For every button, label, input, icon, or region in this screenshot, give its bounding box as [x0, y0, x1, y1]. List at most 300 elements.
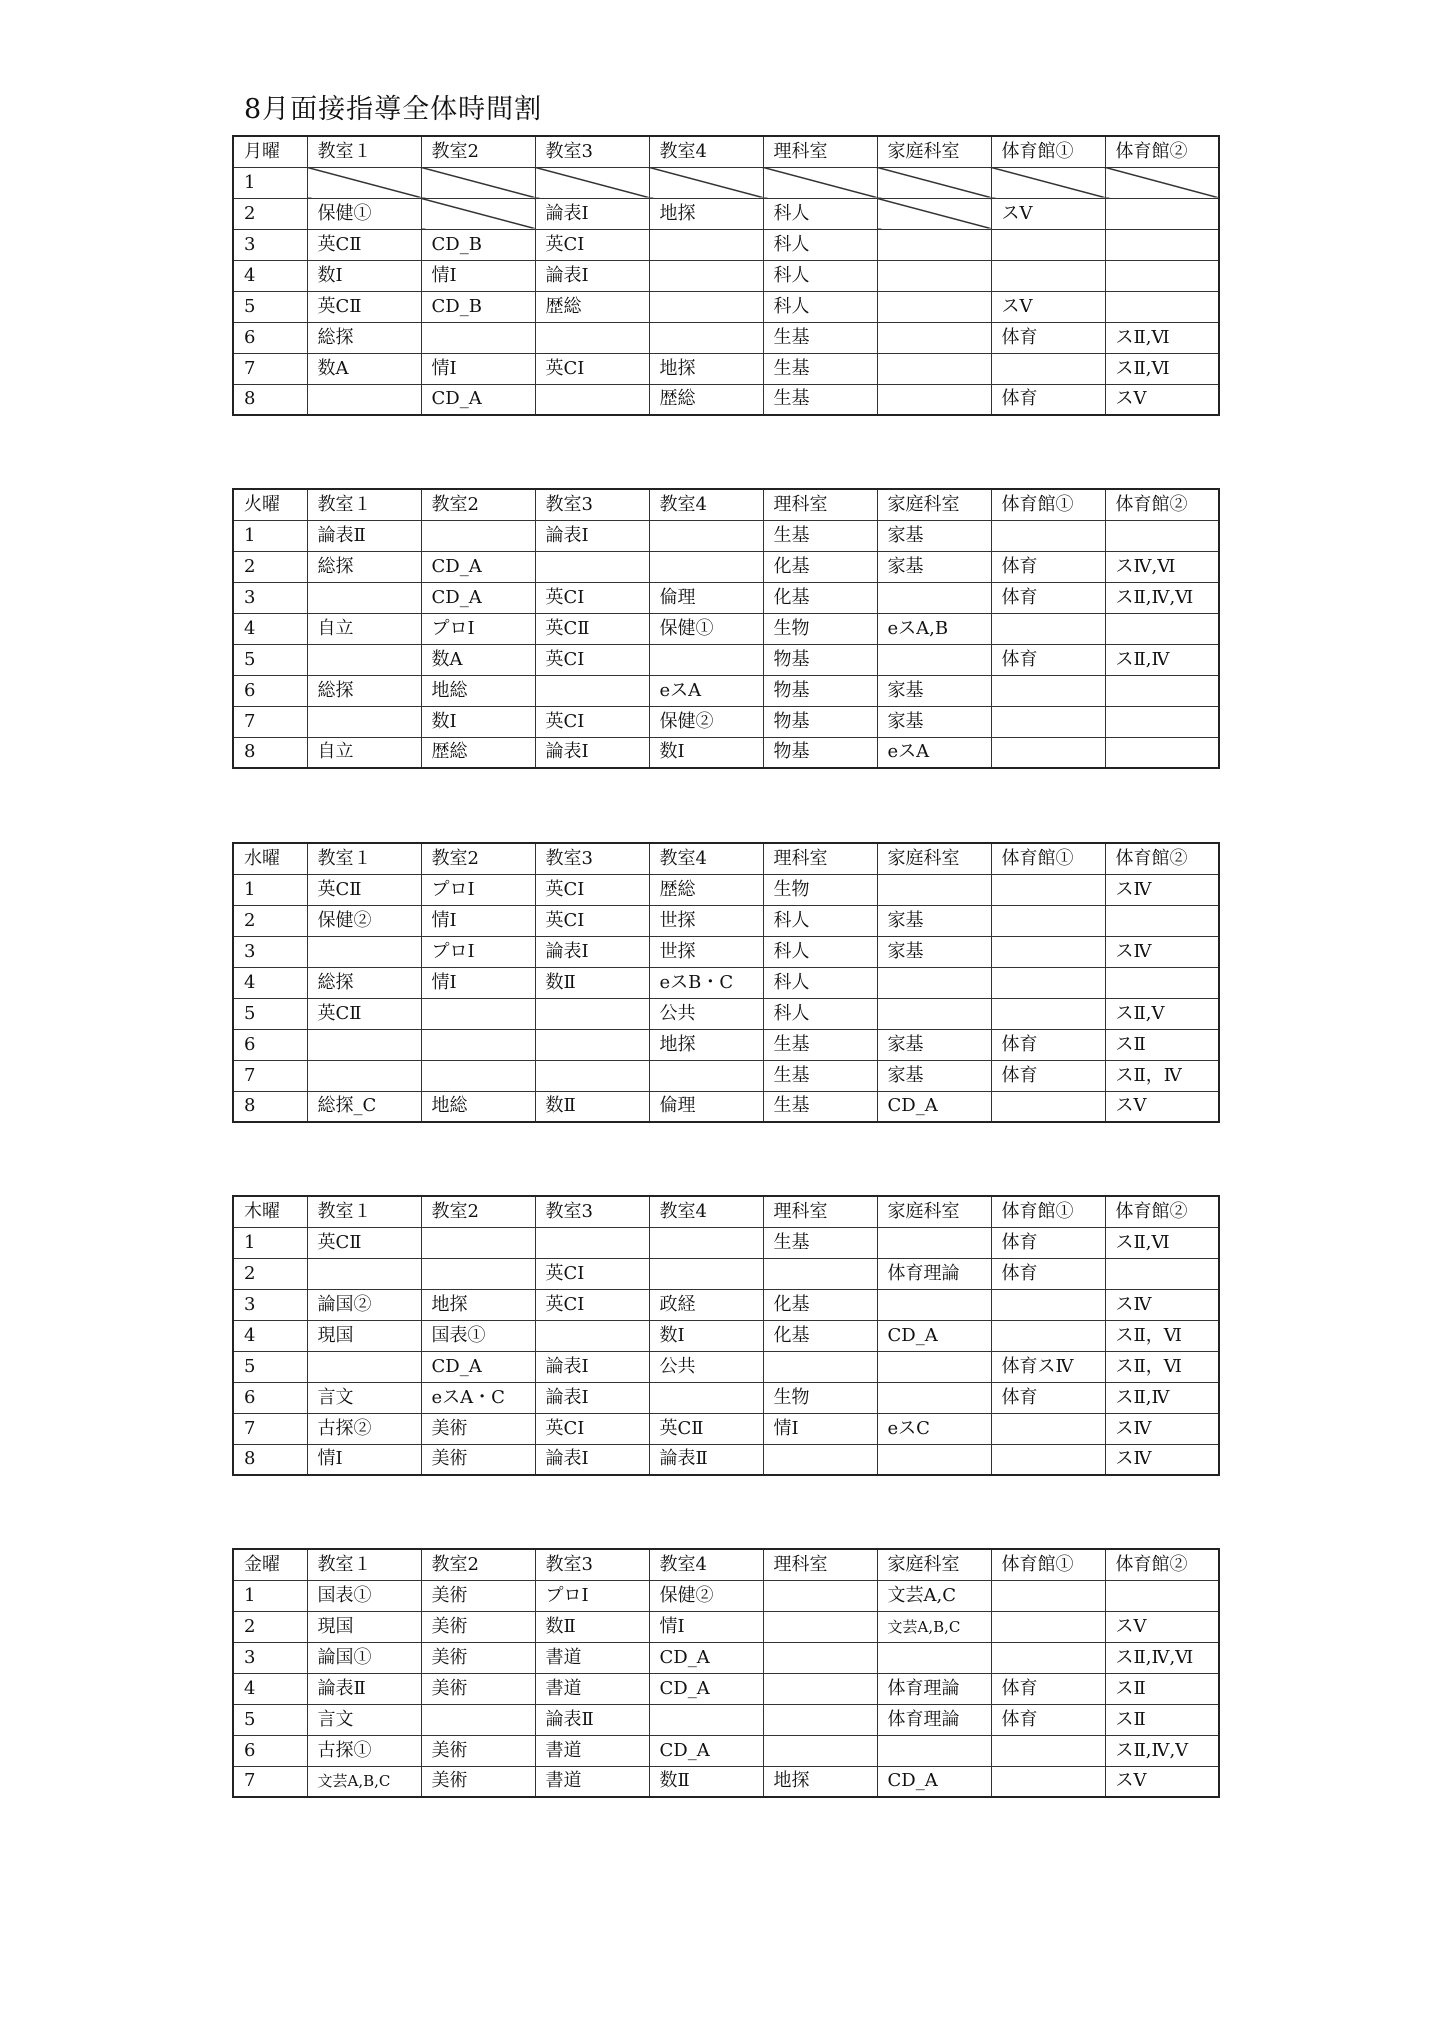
table-cell: 情Ⅰ — [421, 260, 535, 291]
table-row — [233, 874, 1219, 905]
table-cell: 美術 — [421, 1642, 535, 1673]
table-cell: 英CⅠ — [535, 1413, 649, 1444]
table-cell: 書道 — [535, 1766, 649, 1797]
table-cell — [991, 675, 1105, 706]
table-cell: 生基 — [763, 520, 877, 551]
table-cell — [649, 291, 763, 322]
table-cell: 数Ⅱ — [535, 967, 649, 998]
period-number: 1 — [233, 167, 307, 198]
table-cell: 数Ⅱ — [649, 1766, 763, 1797]
table-row — [233, 1351, 1219, 1382]
table-cell: 論表Ⅱ — [307, 1673, 421, 1704]
table-cell: 化基 — [763, 1320, 877, 1351]
table-cell: 家基 — [877, 520, 991, 551]
room-header: 家庭科室 — [877, 1549, 991, 1580]
table-cell: 総探_C — [307, 1091, 421, 1122]
room-header: 教室１ — [307, 136, 421, 167]
table-row — [233, 1704, 1219, 1735]
table-cell: 地探 — [421, 1289, 535, 1320]
table-cell: CD_A — [649, 1673, 763, 1704]
table-cell — [421, 322, 535, 353]
table-cell: 歴総 — [421, 737, 535, 768]
table-cell: 美術 — [421, 1413, 535, 1444]
table-cell — [421, 1704, 535, 1735]
table-cell: 化基 — [763, 582, 877, 613]
table-cell: 数Ⅰ — [421, 706, 535, 737]
table-cell — [307, 1351, 421, 1382]
table-cell — [535, 998, 649, 1029]
table-cell: 歴総 — [535, 291, 649, 322]
period-number: 6 — [233, 322, 307, 353]
table-cell: 数Ⅰ — [649, 1320, 763, 1351]
table-cell: 生物 — [763, 874, 877, 905]
table-cell: 体育 — [991, 1258, 1105, 1289]
table-cell: スⅣ — [1105, 874, 1219, 905]
table-cell — [991, 613, 1105, 644]
table-cell: 論表Ⅱ — [307, 520, 421, 551]
table-cell — [1105, 260, 1219, 291]
period-number: 3 — [233, 936, 307, 967]
table-cell: 体育 — [991, 582, 1105, 613]
table-row — [233, 737, 1219, 768]
period-number: 2 — [233, 1258, 307, 1289]
table-cell: 科人 — [763, 998, 877, 1029]
table-cell: 体育 — [991, 1704, 1105, 1735]
table-cell: 体育 — [991, 551, 1105, 582]
table-cell: 地探 — [649, 353, 763, 384]
table-cell — [991, 967, 1105, 998]
table-cell — [877, 260, 991, 291]
table-row — [233, 1382, 1219, 1413]
table-cell: 体育 — [991, 1382, 1105, 1413]
table-cell: スⅣ — [1105, 1444, 1219, 1475]
table-row — [233, 675, 1219, 706]
room-header: 教室2 — [421, 489, 535, 520]
table-cell: 総探 — [307, 551, 421, 582]
table-cell: 生基 — [763, 1029, 877, 1060]
empty-slash-cell — [991, 167, 1105, 198]
table-cell: 政経 — [649, 1289, 763, 1320]
table-row — [233, 1580, 1219, 1611]
period-number: 2 — [233, 1611, 307, 1642]
table-cell: 体育 — [991, 1060, 1105, 1091]
table-cell: 生基 — [763, 322, 877, 353]
table-cell — [307, 1029, 421, 1060]
table-cell: 総探 — [307, 322, 421, 353]
table-cell: 世探 — [649, 936, 763, 967]
table-cell: 生基 — [763, 1227, 877, 1258]
table-cell — [307, 1060, 421, 1091]
table-cell: 物基 — [763, 644, 877, 675]
room-header: 家庭科室 — [877, 489, 991, 520]
table-cell: スⅡ,Ⅵ — [1105, 353, 1219, 384]
table-cell — [991, 998, 1105, 1029]
room-header: 家庭科室 — [877, 136, 991, 167]
table-cell: 生基 — [763, 1091, 877, 1122]
table-cell — [535, 322, 649, 353]
period-number: 6 — [233, 1735, 307, 1766]
table-cell: 美術 — [421, 1766, 535, 1797]
table-cell — [991, 936, 1105, 967]
table-cell — [1105, 905, 1219, 936]
period-number: 8 — [233, 1091, 307, 1122]
table-cell: スⅡ,Ⅳ,Ⅵ — [1105, 582, 1219, 613]
table-cell: 科人 — [763, 936, 877, 967]
table-cell: 英CⅠ — [535, 229, 649, 260]
table-cell: 科人 — [763, 229, 877, 260]
table-cell: 論表Ⅰ — [535, 520, 649, 551]
table-cell: eスA — [877, 737, 991, 768]
table-cell: スⅡ，Ⅵ — [1105, 1351, 1219, 1382]
table-cell: 古探② — [307, 1413, 421, 1444]
period-number: 3 — [233, 1289, 307, 1320]
table-cell — [649, 322, 763, 353]
table-cell — [991, 1766, 1105, 1797]
table-cell — [991, 1413, 1105, 1444]
table-cell: eスA・C — [421, 1382, 535, 1413]
table-cell — [877, 1289, 991, 1320]
table-row — [233, 1258, 1219, 1289]
table-row — [233, 1289, 1219, 1320]
table-cell — [763, 1673, 877, 1704]
day-label: 木曜 — [233, 1196, 307, 1227]
table-cell: 英CⅠ — [535, 905, 649, 936]
timetable-5 — [232, 1548, 1220, 1798]
table-cell — [649, 551, 763, 582]
empty-slash-cell — [421, 198, 535, 229]
table-row — [233, 353, 1219, 384]
timetable-3 — [232, 842, 1220, 1123]
table-cell: 保健② — [649, 1580, 763, 1611]
header-row — [233, 1196, 1219, 1227]
table-cell: 科人 — [763, 198, 877, 229]
table-cell: CD_B — [421, 291, 535, 322]
table-cell: CD_A — [421, 551, 535, 582]
table-cell: 化基 — [763, 1289, 877, 1320]
table-cell: 英CⅡ — [307, 1227, 421, 1258]
table-cell — [649, 1704, 763, 1735]
table-cell: 書道 — [535, 1642, 649, 1673]
table-cell — [1105, 737, 1219, 768]
table-cell: 情Ⅰ — [763, 1413, 877, 1444]
table-cell — [763, 1611, 877, 1642]
table-cell: 数Ⅰ — [307, 260, 421, 291]
table-cell — [535, 384, 649, 415]
period-number: 6 — [233, 1382, 307, 1413]
period-number: 7 — [233, 1413, 307, 1444]
room-header: 理科室 — [763, 489, 877, 520]
table-cell — [991, 229, 1105, 260]
table-cell — [307, 582, 421, 613]
table-cell — [877, 582, 991, 613]
table-cell — [1105, 675, 1219, 706]
table-cell — [1105, 706, 1219, 737]
table-cell: 英CⅡ — [649, 1413, 763, 1444]
room-header: 家庭科室 — [877, 843, 991, 874]
table-row — [233, 967, 1219, 998]
table-row — [233, 1029, 1219, 1060]
room-header: 体育館① — [991, 843, 1105, 874]
table-cell: スⅡ — [1105, 1029, 1219, 1060]
period-number: 5 — [233, 1351, 307, 1382]
table-row — [233, 520, 1219, 551]
table-cell: 科人 — [763, 291, 877, 322]
table-cell — [649, 229, 763, 260]
table-cell: スⅤ — [991, 198, 1105, 229]
period-number: 4 — [233, 1320, 307, 1351]
table-row — [233, 706, 1219, 737]
table-cell — [877, 998, 991, 1029]
table-cell: 体育スⅣ — [991, 1351, 1105, 1382]
table-row — [233, 229, 1219, 260]
table-cell — [649, 260, 763, 291]
table-cell — [991, 1580, 1105, 1611]
table-cell — [421, 1060, 535, 1091]
table-cell: 論国① — [307, 1642, 421, 1673]
timetable-4 — [232, 1195, 1220, 1476]
period-number: 2 — [233, 905, 307, 936]
table-cell: 数A — [307, 353, 421, 384]
table-cell: 体育 — [991, 1029, 1105, 1060]
table-cell: 情Ⅰ — [421, 967, 535, 998]
table-cell: プロⅠ — [535, 1580, 649, 1611]
table-cell — [877, 1642, 991, 1673]
empty-slash-cell — [649, 167, 763, 198]
table-cell: スⅡ，Ⅵ — [1105, 1320, 1219, 1351]
day-label: 水曜 — [233, 843, 307, 874]
table-cell — [877, 291, 991, 322]
table-row — [233, 998, 1219, 1029]
empty-slash-cell — [877, 167, 991, 198]
day-label: 月曜 — [233, 136, 307, 167]
room-header: 体育館① — [991, 1549, 1105, 1580]
table-cell: 世探 — [649, 905, 763, 936]
table-cell: 家基 — [877, 936, 991, 967]
table-cell: 言文 — [307, 1382, 421, 1413]
table-cell — [307, 1258, 421, 1289]
table-cell: 現国 — [307, 1611, 421, 1642]
table-cell — [991, 1611, 1105, 1642]
table-cell: 科人 — [763, 967, 877, 998]
table-cell: スⅡ,Ⅵ — [1105, 1227, 1219, 1258]
room-header: 教室3 — [535, 489, 649, 520]
table-cell — [535, 675, 649, 706]
room-header: 理科室 — [763, 843, 877, 874]
table-cell — [535, 1227, 649, 1258]
table-cell: 情Ⅰ — [649, 1611, 763, 1642]
period-number: 1 — [233, 520, 307, 551]
room-header: 体育館② — [1105, 843, 1219, 874]
table-cell: 英CⅠ — [535, 353, 649, 384]
table-cell: 論表Ⅰ — [535, 737, 649, 768]
period-number: 7 — [233, 353, 307, 384]
room-header: 教室１ — [307, 843, 421, 874]
empty-slash-cell — [535, 167, 649, 198]
table-cell: 情Ⅰ — [421, 353, 535, 384]
table-cell: 論表Ⅰ — [535, 1351, 649, 1382]
table-cell: 情Ⅰ — [421, 905, 535, 936]
table-cell — [877, 384, 991, 415]
table-row — [233, 198, 1219, 229]
table-row — [233, 167, 1219, 198]
table-cell: 論表Ⅱ — [649, 1444, 763, 1475]
table-cell — [991, 706, 1105, 737]
header-row — [233, 843, 1219, 874]
table-cell — [535, 1029, 649, 1060]
table-cell: 地探 — [763, 1766, 877, 1797]
table-cell — [421, 1258, 535, 1289]
table-row — [233, 1091, 1219, 1122]
table-cell: 体育 — [991, 1673, 1105, 1704]
period-number: 2 — [233, 551, 307, 582]
table-cell: 総探 — [307, 967, 421, 998]
period-number: 3 — [233, 582, 307, 613]
table-cell: 美術 — [421, 1444, 535, 1475]
table-cell — [307, 384, 421, 415]
table-cell: CD_A — [421, 582, 535, 613]
table-cell: 自立 — [307, 737, 421, 768]
timetable-2 — [232, 488, 1220, 769]
table-cell: スⅡ,Ⅳ,Ⅴ — [1105, 1735, 1219, 1766]
table-cell: 文芸A,B,C — [307, 1766, 421, 1797]
table-cell — [877, 1382, 991, 1413]
table-cell: スⅡ,Ⅳ,Ⅵ — [1105, 1642, 1219, 1673]
table-row — [233, 1673, 1219, 1704]
table-cell: スⅡ,Ⅳ — [1105, 1382, 1219, 1413]
table-cell — [991, 1091, 1105, 1122]
table-cell: 論表Ⅰ — [535, 198, 649, 229]
table-cell: プロⅠ — [421, 936, 535, 967]
empty-slash-cell — [421, 167, 535, 198]
period-number: 5 — [233, 1704, 307, 1735]
table-cell — [763, 1735, 877, 1766]
table-cell — [877, 874, 991, 905]
table-cell: 文芸A,B,C — [877, 1611, 991, 1642]
table-cell: 地探 — [649, 1029, 763, 1060]
table-cell: 保健② — [649, 706, 763, 737]
table-row — [233, 1227, 1219, 1258]
room-header: 家庭科室 — [877, 1196, 991, 1227]
table-cell: 歴総 — [649, 874, 763, 905]
table-cell: スⅤ — [1105, 1766, 1219, 1797]
table-cell — [421, 1227, 535, 1258]
period-number: 8 — [233, 737, 307, 768]
table-cell: 言文 — [307, 1704, 421, 1735]
table-cell: CD_A — [421, 1351, 535, 1382]
table-cell: 地探 — [649, 198, 763, 229]
table-cell: eスA,B — [877, 613, 991, 644]
table-cell — [877, 1227, 991, 1258]
table-cell: 英CⅡ — [307, 998, 421, 1029]
table-cell — [763, 1444, 877, 1475]
table-cell: スⅣ — [1105, 936, 1219, 967]
table-row — [233, 1642, 1219, 1673]
period-number: 4 — [233, 260, 307, 291]
table-cell — [991, 1289, 1105, 1320]
table-cell: CD_A — [421, 384, 535, 415]
room-header: 体育館① — [991, 489, 1105, 520]
table-cell — [1105, 198, 1219, 229]
table-cell — [649, 1060, 763, 1091]
table-cell: 英CⅠ — [535, 874, 649, 905]
timetable-1 — [232, 135, 1220, 416]
room-header: 教室4 — [649, 489, 763, 520]
table-cell: 体育理論 — [877, 1258, 991, 1289]
period-number: 6 — [233, 1029, 307, 1060]
table-cell: CD_A — [649, 1735, 763, 1766]
table-cell: 生基 — [763, 1060, 877, 1091]
table-cell: 体育 — [991, 1227, 1105, 1258]
table-cell: スⅣ — [1105, 1289, 1219, 1320]
period-number: 3 — [233, 1642, 307, 1673]
table-cell — [877, 322, 991, 353]
table-cell: 体育 — [991, 384, 1105, 415]
table-cell — [991, 520, 1105, 551]
room-header: 理科室 — [763, 136, 877, 167]
table-cell — [421, 520, 535, 551]
table-cell — [991, 737, 1105, 768]
table-cell: 論表Ⅰ — [535, 260, 649, 291]
table-cell: 物基 — [763, 706, 877, 737]
table-cell: 公共 — [649, 1351, 763, 1382]
table-cell: 英CⅠ — [535, 706, 649, 737]
table-cell: 総探 — [307, 675, 421, 706]
table-cell: 論表Ⅰ — [535, 1382, 649, 1413]
table-cell — [991, 260, 1105, 291]
table-cell — [877, 1444, 991, 1475]
room-header: 教室3 — [535, 1549, 649, 1580]
table-cell — [649, 1382, 763, 1413]
table-cell: 論表Ⅰ — [535, 936, 649, 967]
room-header: 体育館① — [991, 136, 1105, 167]
table-cell: 家基 — [877, 551, 991, 582]
table-cell: 英CⅠ — [535, 1258, 649, 1289]
table-cell: 生基 — [763, 353, 877, 384]
table-cell: 美術 — [421, 1580, 535, 1611]
table-cell: プロⅠ — [421, 613, 535, 644]
table-cell — [991, 1642, 1105, 1673]
table-cell: 国表① — [307, 1580, 421, 1611]
empty-slash-cell — [877, 198, 991, 229]
table-cell: スⅤ — [1105, 1091, 1219, 1122]
table-cell: 美術 — [421, 1673, 535, 1704]
table-row — [233, 1444, 1219, 1475]
page-title: 8月面接指導全体時間割 — [244, 94, 543, 125]
table-cell — [649, 1227, 763, 1258]
table-cell: スⅤ — [991, 291, 1105, 322]
room-header: 理科室 — [763, 1196, 877, 1227]
table-cell: eスB・C — [649, 967, 763, 998]
table-row — [233, 384, 1219, 415]
table-cell: 英CⅡ — [307, 874, 421, 905]
table-cell — [307, 936, 421, 967]
table-cell — [649, 520, 763, 551]
table-cell: 体育理論 — [877, 1704, 991, 1735]
table-cell — [991, 1444, 1105, 1475]
table-cell — [1105, 1580, 1219, 1611]
table-cell: スⅤ — [1105, 1611, 1219, 1642]
table-cell — [877, 644, 991, 675]
table-cell: 論国② — [307, 1289, 421, 1320]
table-cell: 生物 — [763, 1382, 877, 1413]
header-row — [233, 136, 1219, 167]
table-cell: 英CⅡ — [307, 291, 421, 322]
table-row — [233, 1060, 1219, 1091]
table-cell — [307, 706, 421, 737]
day-label: 火曜 — [233, 489, 307, 520]
table-cell: CD_A — [649, 1642, 763, 1673]
room-header: 教室１ — [307, 489, 421, 520]
